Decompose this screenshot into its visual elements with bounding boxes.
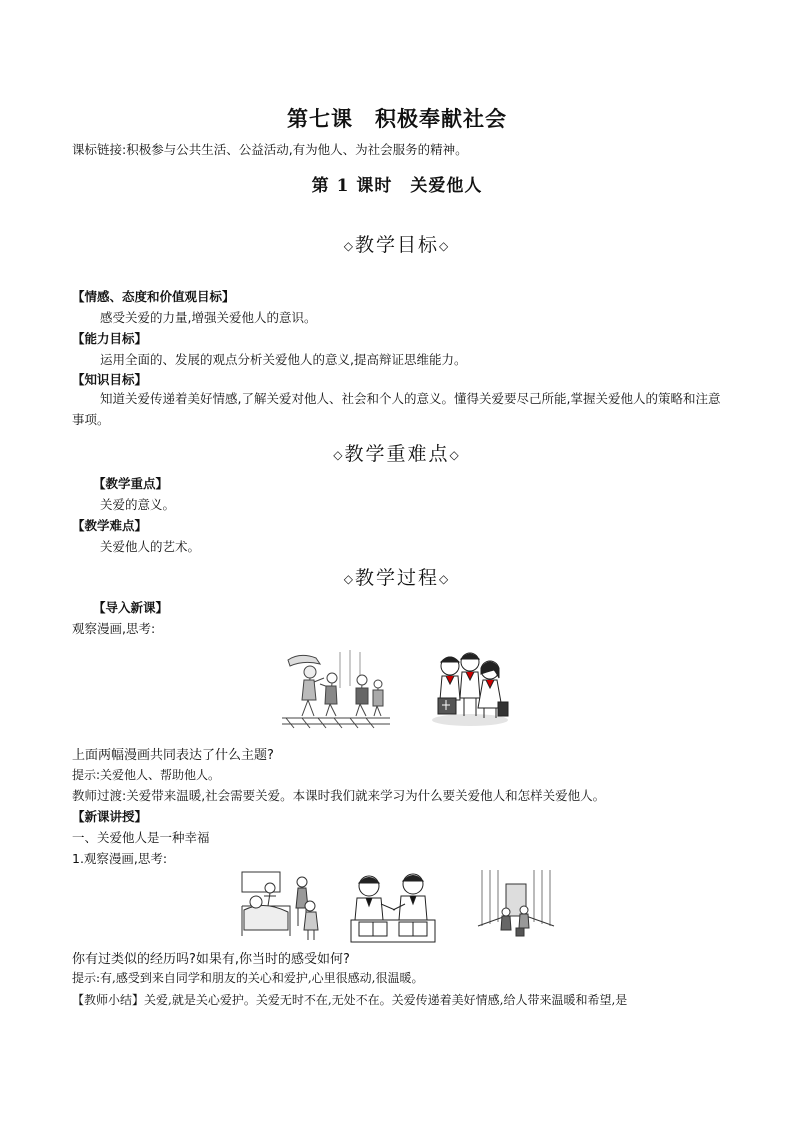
emotion-goal-label: 【情感、态度和价值观目标】 — [72, 289, 235, 304]
teacher-transition: 教师过渡:关爱带来温暖,社会需要关爱。本课时我们就来学习为什么要关爱他人和怎样关爱他人。 — [72, 788, 606, 803]
diamond-icon: ◇ — [449, 448, 461, 462]
hint-2: 提示:有,感受到来自同学和朋友的关心和爱护,心里很感动,很温暖。 — [72, 971, 424, 985]
hint-1: 提示:关爱他人、帮助他人。 — [72, 768, 221, 782]
lesson-subtitle: 第 1 课时 关爱他人 — [311, 176, 483, 196]
comic-helping-elder-image — [280, 648, 392, 730]
observe-text: 观察漫画,思考: — [72, 621, 156, 636]
comic-children-helping-image — [428, 648, 510, 728]
emotion-goal-text: 感受关爱的力量,增强关爱他人的意识。 — [100, 310, 317, 325]
ability-goal-label: 【能力目标】 — [72, 331, 148, 346]
section-title: 教学目标 — [354, 234, 439, 256]
comic-study-help-image — [347, 868, 439, 946]
comic-visiting-patient-image — [240, 866, 322, 944]
question-2: 你有过类似的经历吗?如果有,你当时的感受如何? — [72, 952, 350, 967]
section-heading-goals — [0, 230, 794, 257]
focus-label: 【教学重点】 — [93, 476, 169, 491]
question-1: 上面两幅漫画共同表达了什么主题? — [72, 748, 274, 763]
focus-text: 关爱的意义。 — [100, 497, 176, 512]
observe-2-text: 1.观察漫画,思考: — [72, 851, 168, 866]
knowledge-goal-text: 知道关爱传递着美好情感,了解关爱对他人、社会和个人的意义。懂得关爱要尽己所能,掌握关爱他人的策略和注意事项。 — [72, 391, 721, 427]
ability-goal-text: 运用全面的、发展的观点分析关爱他人的意义,提高辩证思维能力。 — [100, 352, 467, 367]
knowledge-goal-label: 【知识目标】 — [72, 372, 148, 387]
diamond-icon: ◇ — [439, 239, 451, 253]
comic-school-corridor-image — [476, 866, 556, 946]
section-title: 教学重难点 — [344, 443, 450, 465]
intro-label: 【导入新课】 — [93, 600, 169, 615]
diamond-icon: ◇ — [439, 572, 451, 586]
section-title: 教学过程 — [354, 567, 439, 589]
section-heading-process — [0, 563, 794, 590]
new-lesson-label: 【新课讲授】 — [72, 809, 148, 824]
lesson-title: 第七课 积极奉献社会 — [287, 106, 507, 131]
point-1-heading: 一、关爱他人是一种幸福 — [72, 830, 210, 845]
teacher-summary: 【教师小结】关爱,就是关心爱护。关爱无时不在,无处不在。关爱传递着美好情感,给人带来温暖和希望,是 — [72, 993, 628, 1007]
diamond-icon: ◇ — [343, 572, 355, 586]
difficulty-label: 【教学难点】 — [72, 518, 148, 533]
diamond-icon: ◇ — [333, 448, 345, 462]
section-heading-key-points — [0, 439, 794, 466]
diamond-icon: ◇ — [343, 239, 355, 253]
standard-link: 课标链接:积极参与公共生活、公益活动,有为他人、为社会服务的精神。 — [72, 142, 468, 157]
difficulty-text: 关爱他人的艺术。 — [100, 539, 201, 554]
